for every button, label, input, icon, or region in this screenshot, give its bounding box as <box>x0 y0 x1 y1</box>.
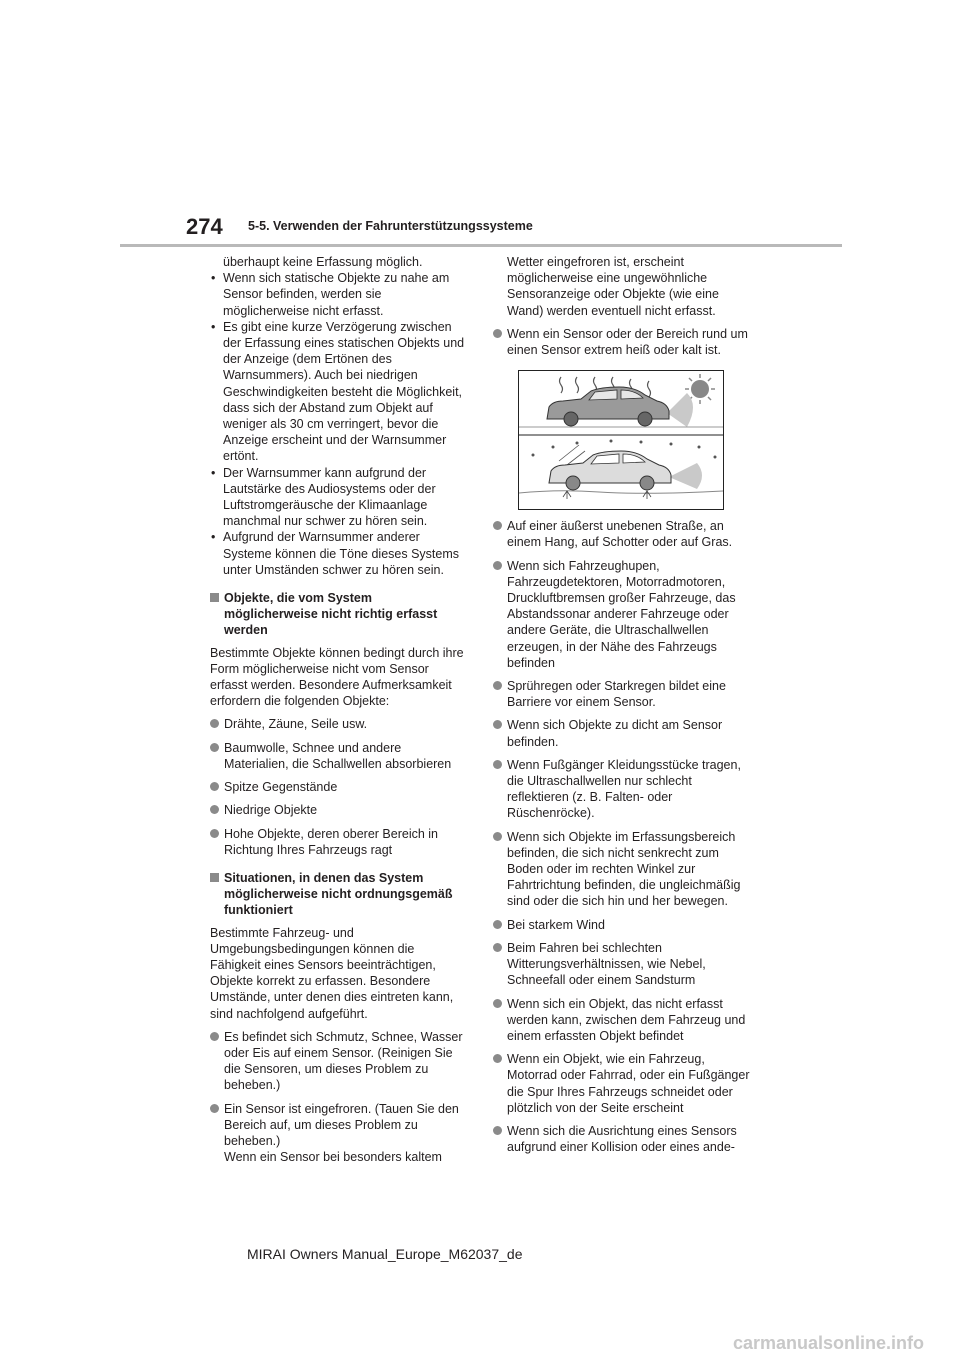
circle-bullet-icon <box>493 1054 502 1063</box>
circle-bullet-icon <box>210 1032 219 1041</box>
dash-list-item: • Aufgrund der Warnsummer anderer Systeme können die Töne dieses Systems unter Umständen schwer zu hören sein. <box>211 530 460 577</box>
square-bullet-icon <box>210 593 219 602</box>
circle-bullet-icon <box>493 521 502 530</box>
right-column <box>493 254 751 1155</box>
frozen-note: Wenn ein Sensor bei besonders kaltem <box>224 1150 442 1165</box>
car-sensor-illustration <box>519 371 723 509</box>
wind-lines <box>559 445 585 465</box>
circle-bullet-icon <box>493 920 502 929</box>
circle-bullet-icon <box>493 1126 502 1135</box>
intro-continuation: überhaupt keine Erfassung möglich. <box>223 255 423 269</box>
list-item: Wenn sich Fahrzeughupen, Fahrzeugdetektoren, Motorradmotoren, Druckluftbremsen großer Fahrzeuge, das Abstandssonar anderer Fahrzeuge oder andere Geräte, die Ultraschallwellen erzeugen, in der Nähe des Fahrzeugs befinden <box>493 558 751 671</box>
list-item: Niedrige Objekte <box>210 802 468 818</box>
section-title: 5-5. Verwenden der Fahrunterstützungssysteme <box>248 219 533 233</box>
circle-bullet-icon <box>210 719 219 728</box>
list-item: Wenn ein Objekt, wie ein Fahrzeug, Motorrad oder Fahrrad, oder ein Fußgänger die Spur Ihres Fahrzeugs schneidet oder plötzlich von der Seite erscheint <box>493 1051 751 1116</box>
circle-bullet-icon <box>210 1104 219 1113</box>
list-item: Auf einer äußerst unebenen Straße, an einem Hang, auf Schotter oder auf Gras. <box>493 518 751 550</box>
list-item: Wenn sich die Ausrichtung eines Sensors aufgrund einer Kollision oder eines ande- <box>493 1123 751 1155</box>
list-item: Es befindet sich Schmutz, Schnee, Wasser oder Eis auf einem Sensor. (Reinigen Sie die Sensoren, um dieses Problem zu beheben.) <box>210 1029 468 1094</box>
snow-ground <box>519 491 723 494</box>
list-item: Beim Fahren bei schlechten Witterungsverhältnissen, wie Nebel, Schneefall oder einem Sandsturm <box>493 940 751 989</box>
sensor-beam <box>667 393 693 427</box>
circle-bullet-icon <box>493 329 502 338</box>
section-intro: Bestimmte Fahrzeug- und Umgebungsbedingungen können die Fähigkeit eines Sensors beeinträchtigen, Objekte korrekt zu erfassen. Besondere Umstände, unter denen dies eintreten kann, sind nachfolgend aufgeführt. <box>210 925 454 1021</box>
header-rule <box>120 244 842 247</box>
dash-list-item: • Es gibt eine kurze Verzögerung zwischen der Erfassung eines statischen Objekts und der Anzeige (dem Ertönen des Warnsummers). Auch bei niedrigen Geschwindigkeiten besteht die Möglichkeit, dass sich der Abstand zum Objekt auf weniger als 30 cm verringert, bevor die Anzeige erscheint und der Warnsummer ertönt. <box>211 319 465 464</box>
circle-bullet-icon <box>493 999 502 1008</box>
section-heading: Situationen, in denen das System möglicherweise nicht ordnungsgemäß funktioniert <box>210 870 468 919</box>
circle-bullet-icon <box>210 782 219 791</box>
circle-bullet-icon <box>493 943 502 952</box>
list-item: Wenn Fußgänger Kleidungsstücke tragen, die Ultraschallwellen nur schlecht reflektieren (z. B. Falten- oder Rüschenröcke). <box>493 757 751 822</box>
list-item: Drähte, Zäune, Seile usw. <box>210 716 468 732</box>
list-item: Hohe Objekte, deren oberer Bereich in Richtung Ihres Fahrzeugs ragt <box>210 826 468 858</box>
dash-list-item: • Wenn sich statische Objekte zu nahe am Sensor befinden, werden sie möglicherweise nicht erfasst. <box>211 271 450 318</box>
page-number: 274 <box>186 214 223 239</box>
section-heading: Objekte, die vom System möglicherweise nicht richtig erfasst werden <box>210 590 468 639</box>
circle-bullet-icon <box>210 829 219 838</box>
circle-bullet-icon <box>493 561 502 570</box>
list-item: Spitze Gegenstände <box>210 779 468 795</box>
sensor-hot-cold-illustration <box>518 370 724 510</box>
car-icon <box>549 451 671 490</box>
circle-bullet-icon <box>493 720 502 729</box>
circle-bullet-icon <box>210 743 219 752</box>
list-item: Wenn sich Objekte im Erfassungsbereich befinden, die sich nicht senkrecht zum Boden oder im rechten Winkel zur Fahrtrichtung befinden, die ungleichmäßig sind oder die sich hin und her bewegen. <box>493 829 751 910</box>
list-item: Wenn sich ein Objekt, das nicht erfasst werden kann, zwischen dem Fahrzeug und einem erfassten Objekt befindet <box>493 996 751 1045</box>
circle-bullet-icon <box>493 832 502 841</box>
list-item: Baumwolle, Schnee und andere Materialien, die Schallwellen absorbieren <box>210 740 468 772</box>
list-item: Wenn ein Sensor oder der Bereich rund um einen Sensor extrem heiß oder kalt ist. <box>493 326 751 358</box>
circle-bullet-icon <box>493 681 502 690</box>
square-bullet-icon <box>210 873 219 882</box>
list-item: Wenn sich Objekte zu dicht am Sensor befinden. <box>493 717 751 749</box>
circle-bullet-icon <box>210 805 219 814</box>
left-column <box>210 254 468 1165</box>
list-item: Ein Sensor ist eingefroren. (Tauen Sie den Bereich auf, um dieses Problem zu beheben.) <box>210 1101 468 1150</box>
frozen-note-continuation: Wetter eingefroren ist, erscheint möglicherweise eine ungewöhnliche Sensoranzeige oder Objekte (wie eine Wand) werden eventuell nicht erfasst. <box>507 255 719 318</box>
dash-list-item: • Der Warnsummer kann aufgrund der Lautstärke des Audiosystems oder der Luftstromgeräusche der Klimaanlage manchmal nur schwer zu hören sein. <box>211 465 436 529</box>
manual-id-footer: MIRAI Owners Manual_Europe_M62037_de <box>247 1246 523 1262</box>
section-intro: Bestimmte Objekte können bedingt durch ihre Form möglicherweise nicht vom Sensor erfasst werden. Besondere Aufmerksamkeit erfordern die folgenden Objekte: <box>210 645 464 709</box>
sensor-beam <box>669 463 702 489</box>
list-item: Sprühregen oder Starkregen bildet eine Barriere vor einem Sensor. <box>493 678 751 710</box>
list-item: Bei starkem Wind <box>493 917 751 933</box>
watermark: carmanualsonline.info <box>733 1333 925 1353</box>
circle-bullet-icon <box>493 760 502 769</box>
